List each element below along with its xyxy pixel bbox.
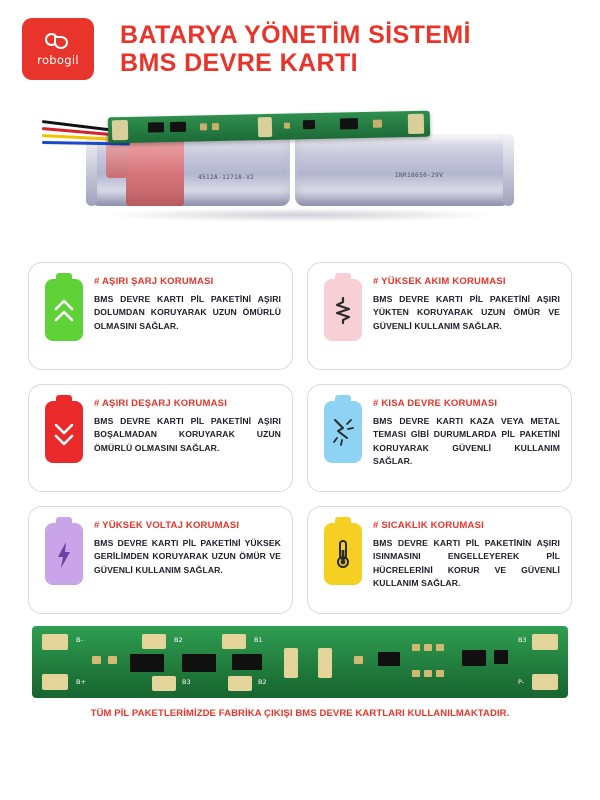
feature-title: # KISA DEVRE KORUMASI — [373, 398, 498, 409]
brand-logo — [22, 18, 94, 80]
battery-overvoltage-icon — [40, 517, 88, 603]
feature-title: # AŞIRI ŞARJ KORUMASI — [94, 276, 214, 287]
chevrons-up-glyph — [53, 293, 75, 327]
board-label-b3-left: B3 — [182, 678, 191, 686]
cell-wrap-red — [126, 134, 184, 206]
battery-overdischarge-icon — [40, 395, 88, 481]
feature-card-body — [88, 517, 281, 603]
board-label-b2-right: B2 — [258, 678, 267, 686]
title-line-2: BMS DEVRE KARTI — [120, 49, 358, 77]
feature-card-body — [367, 273, 560, 359]
feature-text: BMS DEVRE KARTI PİL PAKETİNİ YÜKSEK GERİLİMDEN KORUYARAK UZUN ÖMÜR VE GÜVENLİ KULLANIM SAĞLAR. — [94, 538, 281, 575]
feature-card-body — [367, 517, 560, 603]
feature-text: BMS DEVRE KARTI KAZA VEYA METAL TEMASI GİBİ DURUMLARDA PİL PAKETİNİ KORUYARAK GÜVENLİ KULLANIM SAĞLAR. — [373, 416, 560, 466]
feature-card-body — [88, 395, 281, 481]
hero-product-image — [20, 92, 580, 252]
feature-card-grid — [0, 252, 600, 614]
chevrons-down-glyph — [53, 415, 75, 449]
spark-bolt-glyph — [331, 414, 355, 450]
product-shadow — [100, 208, 500, 222]
feature-card-body — [367, 395, 560, 481]
feature-card-overdischarge — [28, 384, 293, 492]
board-label-b2-left: B2 — [174, 636, 183, 644]
resistor-zigzag-glyph — [332, 293, 354, 327]
feature-text: BMS DEVRE KARTI PİL PAKETİNİ AŞIRI YÜKTEN KORUYARAK UZUN ÖMÜR VE GÜVENLİ KULLANIM SAĞLAR. — [373, 294, 560, 331]
battery-short-circuit-icon — [319, 395, 367, 481]
title-line-1: BATARYA YÖNETİM SİSTEMİ — [120, 21, 471, 49]
feature-card-overcurrent — [307, 262, 572, 370]
cell-print-left: 4512A-12718-V2 — [198, 174, 255, 181]
footer-note: TÜM PİL PAKETLERİMİZDE FABRİKA ÇIKIŞI BMS DEVRE KARTLARI KULLANILMAKTADIR. — [90, 708, 510, 719]
bms-board-photo — [32, 626, 568, 698]
feature-text: BMS DEVRE KARTI PİL PAKETİNİN AŞIRI ISINMASINI ENGELLEYEREK PİL HÜCRELERİNİ KORUR VE GÜVENLİ KULLANIM SAĞLAR. — [373, 538, 560, 588]
board-label-b-plus: B+ — [76, 678, 86, 686]
board-label-p-minus: P- — [518, 678, 525, 686]
feature-card-overcharge — [28, 262, 293, 370]
lightning-bolt-glyph — [53, 537, 75, 571]
feature-text: BMS DEVRE KARTI PİL PAKETİNİ AŞIRI DOLUMDAN KORUYARAK UZUN ÖMÜRLÜ OLMASINI SAĞLAR. — [94, 294, 281, 331]
feature-card-temperature — [307, 506, 572, 614]
page-header — [0, 0, 600, 86]
feature-title: # YÜKSEK VOLTAJ KORUMASI — [94, 520, 240, 531]
page-title — [120, 21, 471, 77]
board-label-b3-right: B3 — [518, 636, 527, 644]
battery-overcharge-icon — [40, 273, 88, 359]
robot-head-icon — [45, 32, 71, 50]
feature-card-overvoltage — [28, 506, 293, 614]
cell-print-right: INR18650-29V — [395, 172, 444, 179]
board-label-b1-right: B1 — [254, 636, 263, 644]
thermometer-glyph — [332, 536, 354, 572]
feature-title: # AŞIRI DEŞARJ KORUMASI — [94, 398, 228, 409]
bms-board — [32, 626, 568, 698]
logo-text: robogil — [37, 52, 79, 67]
feature-text: BMS DEVRE KARTI PİL PAKETİNİ AŞIRI BOŞALMADAN KORUYARAK UZUN ÖMÜRLÜ OLMASINI SAĞLAR. — [94, 416, 281, 453]
feature-card-body — [88, 273, 281, 359]
battery-pack — [90, 134, 510, 206]
battery-temperature-icon — [319, 517, 367, 603]
feature-title: # SICAKLIK KORUMASI — [373, 520, 484, 531]
board-label-b-minus: B- — [76, 636, 83, 644]
battery-overcurrent-icon — [319, 273, 367, 359]
feature-card-short-circuit — [307, 384, 572, 492]
battery-cell-right — [295, 134, 510, 206]
feature-title: # YÜKSEK AKIM KORUMASI — [373, 276, 506, 287]
